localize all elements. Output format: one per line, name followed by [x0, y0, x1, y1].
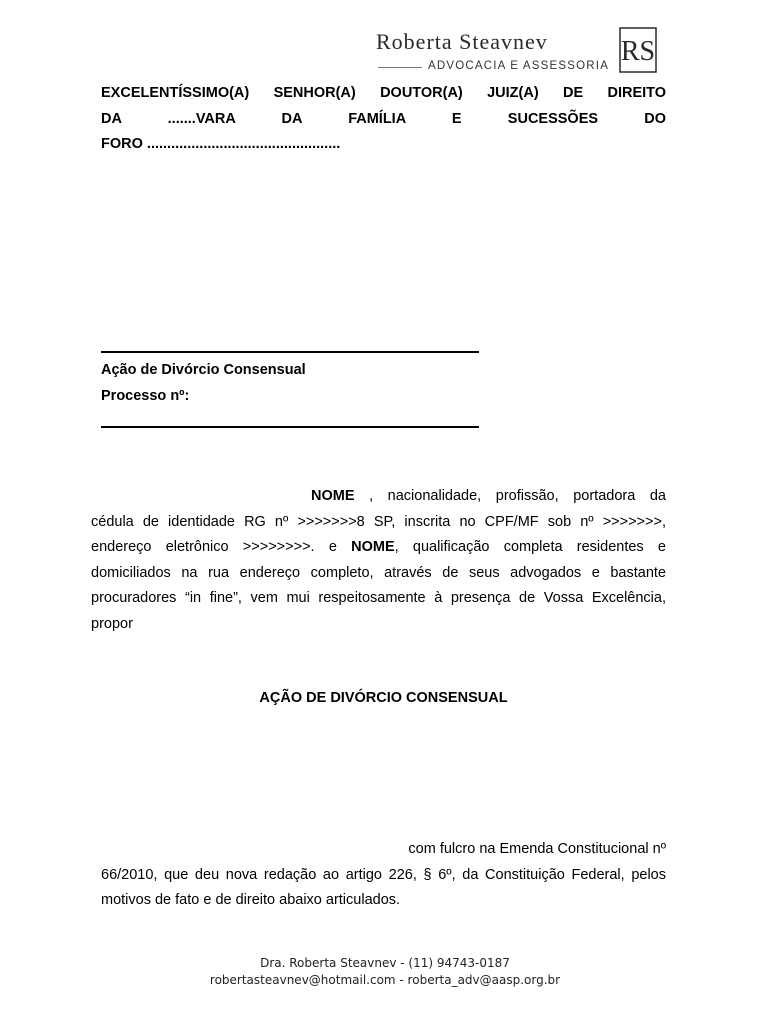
fulcro-line-3: motivos de fato e de direito abaixo articulados. [101, 892, 401, 908]
firm-name: Roberta Steavnev [376, 29, 548, 54]
address-line-3: FORO ................................................ [101, 136, 341, 152]
separator-bottom [101, 426, 479, 428]
legal-basis-paragraph [101, 837, 666, 914]
footer-emails: robertasteavnev@hotmail.com - roberta_adv@aasp.org.br [209, 973, 561, 987]
fulcro-line-1: com fulcro na Emenda Constitucional nº [408, 841, 666, 857]
address-line-2: DA .......VARA DA FAMÍLIA E SUCESSÕES DO [101, 110, 667, 127]
document-title: AÇÃO DE DIVÓRCIO CONSENSUAL [259, 690, 508, 706]
intro-line-3: endereço eletrônico >>>>>>>>. e NOME, qualificação completa residentes e [91, 539, 666, 555]
party-name-1: NOME [311, 488, 355, 504]
address-line-1: EXCELENTÍSSIMO(A) SENHOR(A) DOUTOR(A) JUIZ(A) DE DIREITO [101, 85, 667, 101]
case-process: Processo nº: [101, 387, 190, 404]
firm-subtitle: ADVOCACIA E ASSESSORIA [428, 60, 610, 72]
intro-line-4: domiciliados na rua endereço completo, através de seus advogados e bastante [91, 564, 666, 581]
intro-line-1: NOME , nacionalidade, profissão, portadora da [311, 488, 666, 504]
page-footer [200, 955, 570, 989]
footer-contact: Dra. Roberta Steavnev - (11) 94743-0187 [260, 956, 510, 970]
intro-paragraph [91, 484, 666, 637]
logo-text: RS [620, 36, 656, 67]
court-address [101, 81, 666, 158]
case-info [101, 358, 501, 409]
case-action: Ação de Divórcio Consensual [101, 362, 306, 378]
letterhead-rule [378, 67, 422, 68]
separator-top [101, 351, 479, 353]
intro-line-2: cédula de identidade RG nº >>>>>>>8 SP, inscrita no CPF/MF sob nº >>>>>>>, [91, 513, 666, 530]
letterhead [376, 27, 660, 75]
fulcro-line-2: 66/2010, que deu nova redação ao artigo 226, § 6º, da Constituição Federal, pelos [101, 866, 666, 883]
party-name-2: NOME [351, 539, 395, 555]
intro-line-5: procuradores “in fine”, vem mui respeitosamente à presença de Vossa Excelência, [91, 590, 666, 606]
intro-line-6: propor [91, 615, 133, 632]
rs-monogram-icon [619, 27, 657, 73]
